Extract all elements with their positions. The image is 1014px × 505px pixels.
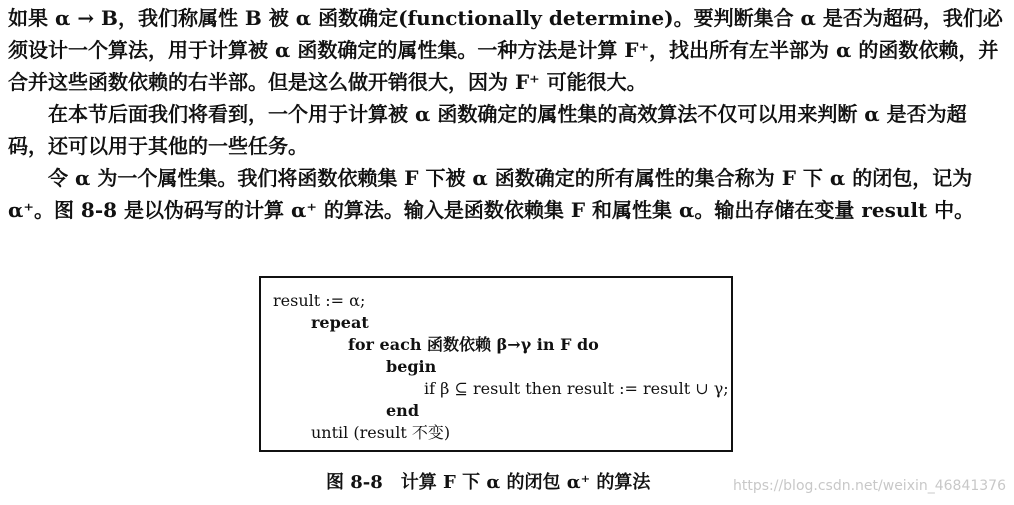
watermark: https://blog.csdn.net/weixin_46841376 [732, 478, 1006, 494]
code-line-3: for each 函数依赖 β→γ in F do [348, 335, 599, 354]
paragraph-3: 令 α 为一个属性集。我们将函数依赖集 F 下被 α 函数确定的所有属性的集合称为 F 下 α 的闭包，记为 α⁺。图 8-8 是以伪码写的计算 α⁺ 的算法。输入是函数依赖集 F 和属性集 α。输出存储在变量 result 中。 [8, 166, 975, 222]
figure-caption: 图 8-8 计算 F 下 α 的闭包 α⁺ 的算法 [326, 472, 651, 493]
code-line-4: begin [386, 357, 437, 376]
code-line-1: result := α; [273, 291, 366, 310]
paragraph-2: 在本节后面我们将看到，一个用于计算被 α 函数确定的属性集的高效算法不仅可以用来判断 α 是否为超码，还可以用于其他的一些任务。 [8, 102, 967, 158]
paragraph-1: 如果 α → B，我们称属性 B 被 α 函数确定(functionally determine)。要判断集合 α 是否为超码，我们必须设计一个算法，用于计算被 α 函数确定的属性集。一种方法是计算 F⁺，找出所有左半部为 α 的函数依赖，并合并这些函数依赖的右半部。但是这么做开销很大，因为 F⁺ 可能很大。 [8, 6, 1003, 94]
code-line-6: end [386, 401, 419, 420]
code-line-5: if β ⊆ result then result := result ∪ γ; [424, 379, 729, 398]
pseudocode-box [259, 276, 733, 452]
code-line-7: until (result 不变) [311, 423, 451, 442]
code-line-2: repeat [311, 313, 369, 332]
